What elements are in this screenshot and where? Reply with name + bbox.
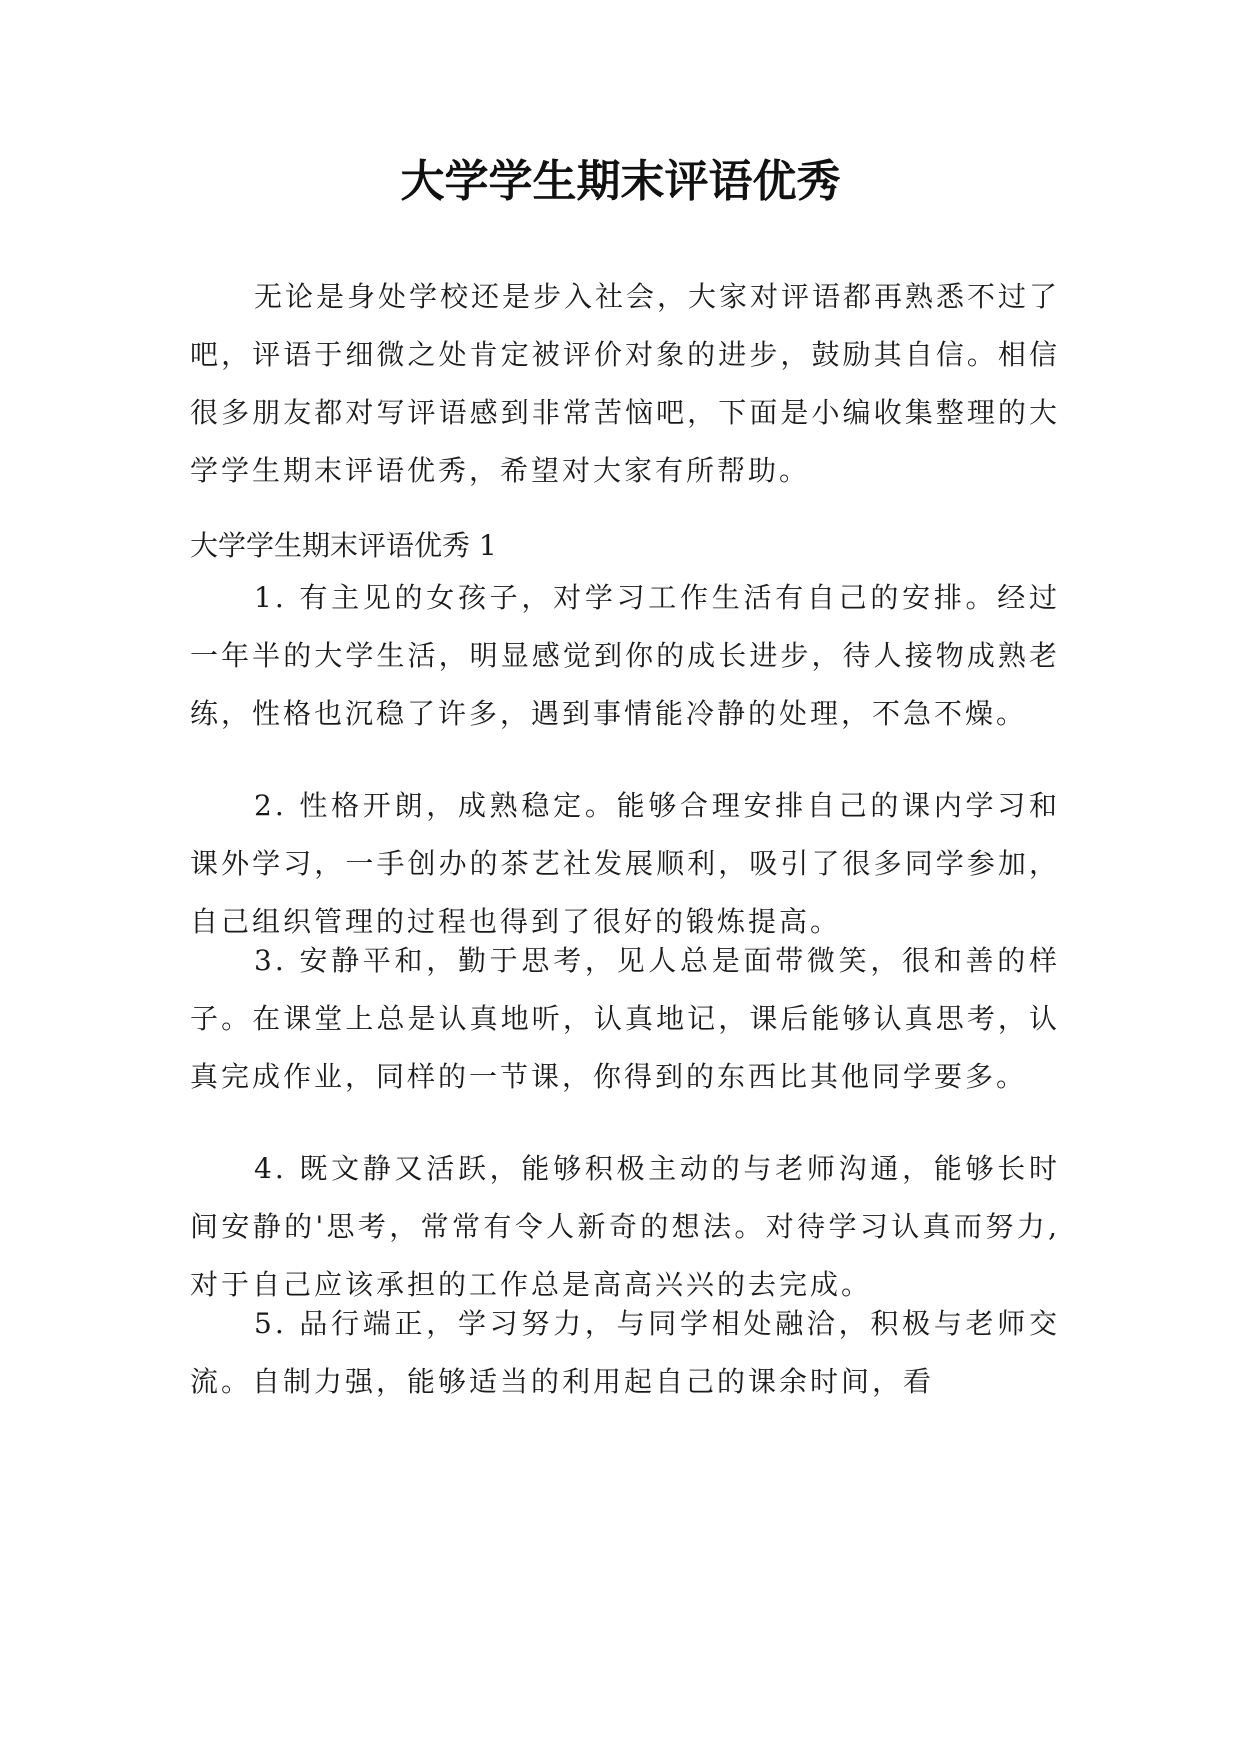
comment-item-3: 3. 安静平和，勤于思考，见人总是面带微笑，很和善的样子。在课堂上总是认真地听，认真地记，课后能够认真思考，认真完成作业，同样的一节课，你得到的东西比其他同学要多。 — [190, 944, 1060, 1093]
comment-item-5: 5. 品行端正，学习努力，与同学相处融洽，积极与老师交流。自制力强，能够适当的利用起自己的课余时间，看 — [190, 1307, 1060, 1398]
document-title: 大学学生期末评语优秀 — [400, 156, 841, 207]
comment-item-4: 4. 既文静又活跃，能够积极主动的与老师沟通，能够长时间安静的'思考，常常有令人新奇的想法。对待学习认真而努力,对于自己应该承担的工作总是高高兴兴的去完成。 — [190, 1152, 1060, 1301]
comment-item-2: 2. 性格开朗，成熟稳定。能够合理安排自己的课内学习和课外学习，一手创办的茶艺社发展顺利，吸引了很多同学参加，自己组织管理的过程也得到了很好的锻炼提高。 — [190, 789, 1060, 938]
intro-paragraph: 无论是身处学校还是步入社会，大家对评语都再熟悉不过了吧，评语于细微之处肯定被评价对象的进步，鼓励其自信。相信很多朋友都对写评语感到非常苦恼吧，下面是小编收集整理的大学学生期末评语优秀，希望对大家有所帮助。 — [190, 280, 1061, 487]
section-heading: 大学学生期末评语优秀 1 — [190, 529, 497, 562]
comment-item-1: 1. 有主见的女孩子，对学习工作生活有自己的安排。经过一年半的大学生活，明显感觉到你的成长进步，待人接物成熟老练，性格也沉稳了许多，遇到事情能冷静的处理，不急不燥。 — [190, 581, 1060, 730]
